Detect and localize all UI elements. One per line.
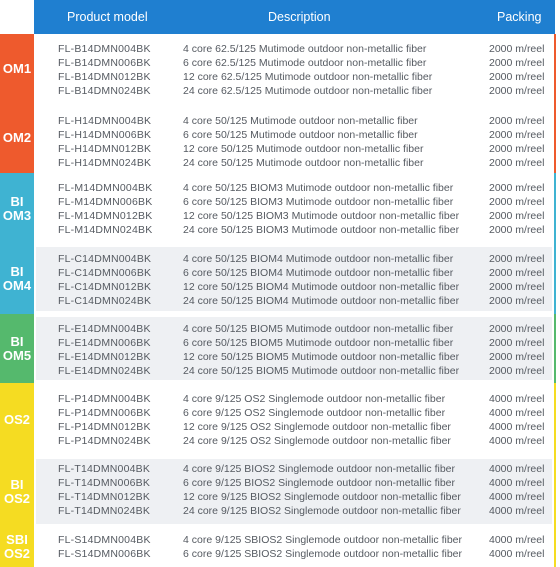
product-model-cell: FL-M14DMN012BK: [58, 210, 153, 222]
table-row: [0, 435, 556, 449]
product-model-cell: FL-E14DMN006BK: [58, 337, 151, 349]
table-row: [0, 534, 556, 548]
description-cell: 6 core 9/125 SBIOS2 Singlemode outdoor non-metallic fiber: [183, 548, 462, 560]
group-label-text: BI OM4: [2, 264, 32, 293]
packing-cell: 2000 m/reel: [489, 323, 545, 335]
packing-cell: 4000 m/reel: [489, 393, 545, 405]
table-row: [0, 407, 556, 421]
table-row: [0, 281, 556, 295]
product-group-5: [0, 314, 556, 383]
table-row: [0, 71, 556, 85]
product-model-cell: FL-T14DMN012BK: [58, 491, 151, 503]
table-row: [0, 351, 556, 365]
packing-cell: 4000 m/reel: [489, 548, 545, 560]
description-cell: 6 core 50/125 BIOM4 Mutimode outdoor non-metallic fiber: [183, 267, 454, 279]
table-row: [0, 85, 556, 99]
table-row: [0, 477, 556, 491]
table-row: [0, 157, 556, 171]
description-cell: 4 core 50/125 BIOM3 Mutimode outdoor non-metallic fiber: [183, 182, 454, 194]
product-model-cell: FL-H14DMN024BK: [58, 157, 152, 169]
table-row: [0, 421, 556, 435]
description-cell: 12 core 50/125 Mutimode outdoor non-metallic fiber: [183, 143, 424, 155]
description-cell: 6 core 9/125 OS2 Singlemode outdoor non-metallic fiber: [183, 407, 446, 419]
description-cell: 24 core 50/125 BIOM5 Mutimode outdoor non-metallic fiber: [183, 365, 460, 377]
table-row: [0, 182, 556, 196]
product-group-3: [0, 173, 556, 244]
packing-cell: 2000 m/reel: [489, 43, 545, 55]
product-group-7: [0, 456, 556, 527]
table-row: [0, 196, 556, 210]
description-cell: 4 core 50/125 BIOM5 Mutimode outdoor non-metallic fiber: [183, 323, 454, 335]
product-group-6: [0, 383, 556, 456]
product-model-cell: FL-C14DMN012BK: [58, 281, 152, 293]
packing-cell: 4000 m/reel: [489, 421, 545, 433]
product-model-cell: FL-H14DMN006BK: [58, 129, 152, 141]
description-cell: 24 core 50/125 BIOM4 Mutimode outdoor non-metallic fiber: [183, 295, 460, 307]
header-description: Description: [268, 10, 331, 24]
product-group-2: [0, 103, 556, 173]
product-model-cell: FL-E14DMN024BK: [58, 365, 151, 377]
table-row: [0, 43, 556, 57]
description-cell: 12 core 50/125 BIOM5 Mutimode outdoor non-metallic fiber: [183, 351, 460, 363]
product-model-cell: FL-B14DMN012BK: [58, 71, 151, 83]
table-row: [0, 491, 556, 505]
packing-cell: 2000 m/reel: [489, 71, 545, 83]
table-row: [0, 463, 556, 477]
group-label-text: BI OS2: [3, 476, 30, 506]
packing-cell: 2000 m/reel: [489, 115, 545, 127]
packing-cell: 4000 m/reel: [489, 463, 545, 475]
product-group-8: [0, 527, 556, 567]
product-model-cell: FL-T14DMN024BK: [58, 505, 151, 517]
description-cell: 12 core 50/125 BIOM3 Mutimode outdoor non-metallic fiber: [183, 210, 460, 222]
table-row: [0, 337, 556, 351]
table-row: [0, 57, 556, 71]
description-cell: 12 core 62.5/125 Mutimode outdoor non-metallic fiber: [183, 71, 433, 83]
packing-cell: 2000 m/reel: [489, 182, 545, 194]
packing-cell: 2000 m/reel: [489, 351, 545, 363]
packing-cell: 2000 m/reel: [489, 157, 545, 169]
table-row: [0, 323, 556, 337]
product-model-cell: FL-E14DMN004BK: [58, 323, 151, 335]
table-row: [0, 505, 556, 519]
packing-cell: 2000 m/reel: [489, 224, 545, 236]
table-row: [0, 210, 556, 224]
table-row: [0, 393, 556, 407]
description-cell: 6 core 9/125 BIOS2 Singlemode outdoor non-metallic fiber: [183, 477, 455, 489]
description-cell: 6 core 50/125 BIOM5 Mutimode outdoor non-metallic fiber: [183, 337, 454, 349]
group-label-text: OS2: [3, 411, 30, 427]
description-cell: 24 core 50/125 BIOM3 Mutimode outdoor non-metallic fiber: [183, 224, 460, 236]
packing-cell: 2000 m/reel: [489, 365, 545, 377]
description-cell: 6 core 50/125 BIOM3 Mutimode outdoor non-metallic fiber: [183, 196, 454, 208]
table-row: [0, 253, 556, 267]
product-model-cell: FL-H14DMN012BK: [58, 143, 152, 155]
product-model-cell: FL-T14DMN004BK: [58, 463, 151, 475]
packing-cell: 2000 m/reel: [489, 210, 545, 222]
packing-cell: 4000 m/reel: [489, 505, 545, 517]
packing-cell: 2000 m/reel: [489, 85, 545, 97]
description-cell: 4 core 9/125 SBIOS2 Singlemode outdoor non-metallic fiber: [183, 534, 462, 546]
description-cell: 4 core 9/125 OS2 Singlemode outdoor non-metallic fiber: [183, 393, 446, 405]
packing-cell: 2000 m/reel: [489, 337, 545, 349]
header-packing: Packing: [497, 10, 542, 24]
group-label-text: BI OM5: [2, 333, 32, 363]
table-row: [0, 115, 556, 129]
group-label-text: OM2: [2, 130, 32, 145]
table-row: [0, 295, 556, 309]
description-cell: 24 core 9/125 BIOS2 Singlemode outdoor non-metallic fiber: [183, 505, 461, 517]
product-model-cell: FL-B14DMN006BK: [58, 57, 151, 69]
product-model-cell: FL-M14DMN006BK: [58, 196, 153, 208]
packing-cell: 4000 m/reel: [489, 407, 545, 419]
product-model-cell: FL-S14DMN006BK: [58, 548, 151, 560]
description-cell: 24 core 9/125 OS2 Singlemode outdoor non-metallic fiber: [183, 435, 451, 447]
group-label-text: SBI OS2: [3, 532, 30, 561]
description-cell: 12 core 9/125 OS2 Singlemode outdoor non-metallic fiber: [183, 421, 451, 433]
product-group-4: [0, 244, 556, 314]
group-label-text: BI OM3: [2, 193, 32, 223]
product-model-cell: FL-E14DMN012BK: [58, 351, 151, 363]
header-product-model: Product model: [67, 10, 148, 24]
table-row: [0, 129, 556, 143]
product-model-cell: FL-S14DMN004BK: [58, 534, 151, 546]
description-cell: 24 core 62.5/125 Mutimode outdoor non-metallic fiber: [183, 85, 433, 97]
table-row: [0, 143, 556, 157]
description-cell: 12 core 9/125 BIOS2 Singlemode outdoor non-metallic fiber: [183, 491, 461, 503]
packing-cell: 2000 m/reel: [489, 267, 545, 279]
description-cell: 4 core 50/125 Mutimode outdoor non-metallic fiber: [183, 115, 418, 127]
table-row: [0, 365, 556, 379]
group-label-text: OM1: [2, 60, 32, 76]
product-group-1: [0, 34, 556, 103]
product-model-cell: FL-C14DMN024BK: [58, 295, 152, 307]
product-model-cell: FL-B14DMN004BK: [58, 43, 151, 55]
product-model-cell: FL-P14DMN006BK: [58, 407, 151, 419]
description-cell: 6 core 62.5/125 Mutimode outdoor non-metallic fiber: [183, 57, 427, 69]
description-cell: 6 core 50/125 Mutimode outdoor non-metallic fiber: [183, 129, 418, 141]
product-model-cell: FL-C14DMN006BK: [58, 267, 152, 279]
description-cell: 4 core 62.5/125 Mutimode outdoor non-metallic fiber: [183, 43, 427, 55]
packing-cell: 2000 m/reel: [489, 281, 545, 293]
packing-cell: 2000 m/reel: [489, 129, 545, 141]
product-model-cell: FL-C14DMN004BK: [58, 253, 152, 265]
description-cell: 24 core 50/125 Mutimode outdoor non-metallic fiber: [183, 157, 424, 169]
packing-cell: 2000 m/reel: [489, 295, 545, 307]
product-model-cell: FL-M14DMN004BK: [58, 182, 153, 194]
packing-cell: 2000 m/reel: [489, 57, 545, 69]
packing-cell: 4000 m/reel: [489, 491, 545, 503]
packing-cell: 2000 m/reel: [489, 196, 545, 208]
table-row: [0, 267, 556, 281]
product-model-cell: FL-M14DMN024BK: [58, 224, 153, 236]
description-cell: 4 core 50/125 BIOM4 Mutimode outdoor non-metallic fiber: [183, 253, 454, 265]
product-model-cell: FL-P14DMN024BK: [58, 435, 151, 447]
packing-cell: 4000 m/reel: [489, 477, 545, 489]
product-model-cell: FL-P14DMN004BK: [58, 393, 151, 405]
table-row: [0, 224, 556, 238]
product-model-cell: FL-H14DMN004BK: [58, 115, 152, 127]
packing-cell: 2000 m/reel: [489, 253, 545, 265]
packing-cell: 4000 m/reel: [489, 435, 545, 447]
description-cell: 12 core 50/125 BIOM4 Mutimode outdoor non-metallic fiber: [183, 281, 460, 293]
packing-cell: 4000 m/reel: [489, 534, 545, 546]
product-model-cell: FL-B14DMN024BK: [58, 85, 151, 97]
product-model-cell: FL-P14DMN012BK: [58, 421, 151, 433]
description-cell: 4 core 9/125 BIOS2 Singlemode outdoor non-metallic fiber: [183, 463, 455, 475]
product-model-cell: FL-T14DMN006BK: [58, 477, 151, 489]
table-header: [34, 0, 555, 34]
packing-cell: 2000 m/reel: [489, 143, 545, 155]
